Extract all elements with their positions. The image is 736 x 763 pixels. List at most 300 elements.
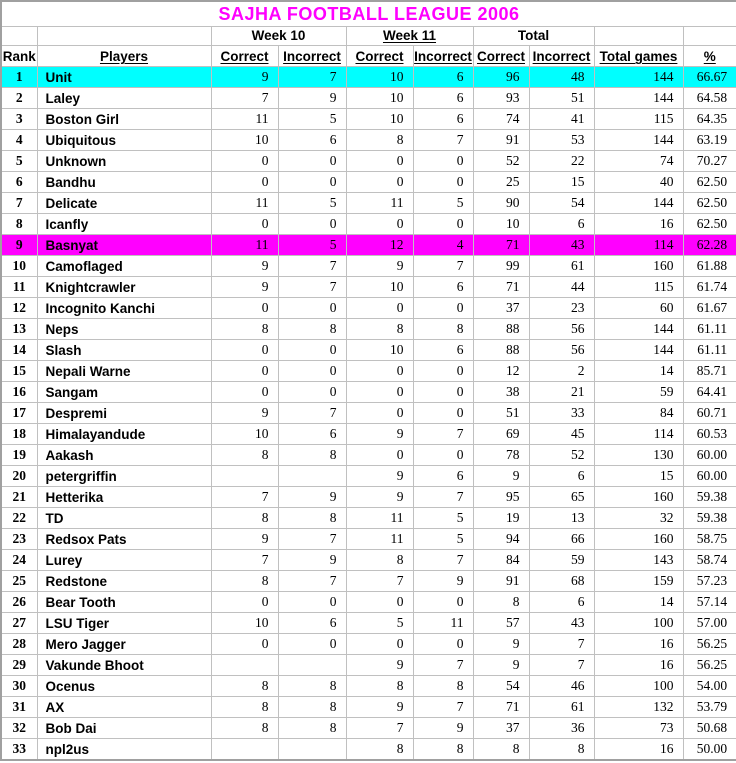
week11-incorrect-cell: 6	[413, 466, 473, 487]
percent-cell: 58.74	[683, 550, 736, 571]
total-games-cell: 100	[594, 676, 683, 697]
table-row	[1, 403, 736, 424]
player-name-cell: Icanfly	[37, 214, 211, 235]
player-name-cell: Himalayandude	[37, 424, 211, 445]
rank-cell: 28	[1, 634, 37, 655]
player-name-cell: AX	[37, 697, 211, 718]
week10-incorrect-cell: 6	[278, 613, 346, 634]
week10-incorrect-cell: 7	[278, 529, 346, 550]
percent-cell: 56.25	[683, 634, 736, 655]
week11-incorrect-cell: 6	[413, 277, 473, 298]
total-correct-cell: 78	[473, 445, 529, 466]
rank-cell: 2	[1, 88, 37, 109]
week10-incorrect-cell: 6	[278, 130, 346, 151]
rank-cell: 17	[1, 403, 37, 424]
week11-correct-cell: 0	[346, 592, 413, 613]
percent-cell: 64.58	[683, 88, 736, 109]
week11-correct-cell: 11	[346, 508, 413, 529]
percent-cell: 66.67	[683, 67, 736, 88]
total-incorrect-cell: 36	[529, 718, 594, 739]
week10-correct-cell: 0	[211, 592, 278, 613]
player-name-cell: Camoflaged	[37, 256, 211, 277]
rank-cell: 25	[1, 571, 37, 592]
rank-cell: 19	[1, 445, 37, 466]
total-games-cell: 16	[594, 634, 683, 655]
week11-incorrect-cell: 0	[413, 214, 473, 235]
total-incorrect-cell: 15	[529, 172, 594, 193]
week10-correct-cell: 0	[211, 634, 278, 655]
rank-cell: 29	[1, 655, 37, 676]
total-incorrect-cell: 56	[529, 319, 594, 340]
percent-cell: 60.00	[683, 445, 736, 466]
week10-correct-cell: 7	[211, 487, 278, 508]
percent-cell: 54.00	[683, 676, 736, 697]
total-games-cell: 15	[594, 466, 683, 487]
week11-incorrect-cell: 5	[413, 529, 473, 550]
player-name-cell: Boston Girl	[37, 109, 211, 130]
week10-incorrect-cell: 8	[278, 508, 346, 529]
table-row	[1, 676, 736, 697]
total-correct-cell: 94	[473, 529, 529, 550]
week11-correct-cell: 8	[346, 130, 413, 151]
total-incorrect-cell: 53	[529, 130, 594, 151]
player-name-cell: Ubiquitous	[37, 130, 211, 151]
week10-correct-cell: 9	[211, 403, 278, 424]
title-row	[1, 1, 736, 27]
week11-correct-cell: 0	[346, 382, 413, 403]
players-group-spacer	[37, 27, 211, 46]
total-incorrect-cell: 44	[529, 277, 594, 298]
week11-correct-cell: 8	[346, 676, 413, 697]
table-row	[1, 298, 736, 319]
rank-cell: 20	[1, 466, 37, 487]
total-games-cell: 59	[594, 382, 683, 403]
week11-correct-cell: 9	[346, 697, 413, 718]
percent-cell: 50.68	[683, 718, 736, 739]
week11-incorrect-cell: 5	[413, 508, 473, 529]
week10-correct-cell: 11	[211, 109, 278, 130]
table-row	[1, 109, 736, 130]
week10-incorrect-cell: 0	[278, 382, 346, 403]
percent-cell: 59.38	[683, 487, 736, 508]
week11-incorrect-cell: 0	[413, 592, 473, 613]
percent-cell: 56.25	[683, 655, 736, 676]
week11-correct-cell: 0	[346, 361, 413, 382]
week10-correct-header: Correct	[211, 46, 278, 67]
week11-correct-cell: 10	[346, 109, 413, 130]
total-games-cell: 144	[594, 193, 683, 214]
week11-incorrect-cell: 7	[413, 130, 473, 151]
week10-correct-cell: 10	[211, 130, 278, 151]
total-games-group-spacer	[594, 27, 683, 46]
total-games-cell: 16	[594, 214, 683, 235]
percent-cell: 59.38	[683, 508, 736, 529]
week10-correct-cell: 8	[211, 319, 278, 340]
week11-correct-cell: 9	[346, 466, 413, 487]
week10-correct-cell	[211, 655, 278, 676]
week11-incorrect-cell: 8	[413, 739, 473, 761]
week10-correct-cell: 7	[211, 88, 278, 109]
week10-correct-cell: 0	[211, 214, 278, 235]
week10-correct-cell: 10	[211, 613, 278, 634]
total-incorrect-cell: 65	[529, 487, 594, 508]
week10-incorrect-cell: 7	[278, 277, 346, 298]
total-correct-cell: 19	[473, 508, 529, 529]
week11-correct-cell: 9	[346, 487, 413, 508]
rank-cell: 26	[1, 592, 37, 613]
total-incorrect-cell: 6	[529, 214, 594, 235]
week11-incorrect-cell: 6	[413, 88, 473, 109]
rank-cell: 24	[1, 550, 37, 571]
table-row	[1, 361, 736, 382]
total-correct-cell: 71	[473, 277, 529, 298]
week11-correct-cell: 12	[346, 235, 413, 256]
table-row	[1, 508, 736, 529]
rank-cell: 11	[1, 277, 37, 298]
total-correct-cell: 95	[473, 487, 529, 508]
total-incorrect-cell: 43	[529, 613, 594, 634]
total-correct-cell: 10	[473, 214, 529, 235]
table-row	[1, 466, 736, 487]
percent-group-spacer	[683, 27, 736, 46]
week10-incorrect-cell: 5	[278, 235, 346, 256]
week11-incorrect-cell: 7	[413, 256, 473, 277]
percent-cell: 53.79	[683, 697, 736, 718]
week11-correct-cell: 0	[346, 151, 413, 172]
total-correct-cell: 91	[473, 571, 529, 592]
percent-cell: 85.71	[683, 361, 736, 382]
rank-cell: 21	[1, 487, 37, 508]
player-name-cell: Bob Dai	[37, 718, 211, 739]
total-incorrect-cell: 46	[529, 676, 594, 697]
rank-cell: 6	[1, 172, 37, 193]
week10-correct-cell: 7	[211, 550, 278, 571]
week10-incorrect-cell: 8	[278, 718, 346, 739]
total-correct-cell: 38	[473, 382, 529, 403]
total-incorrect-cell: 56	[529, 340, 594, 361]
total-games-cell: 84	[594, 403, 683, 424]
week11-correct-cell: 5	[346, 613, 413, 634]
total-correct-cell: 9	[473, 466, 529, 487]
total-correct-cell: 12	[473, 361, 529, 382]
rank-cell: 27	[1, 613, 37, 634]
week10-incorrect-cell: 5	[278, 193, 346, 214]
total-correct-cell: 99	[473, 256, 529, 277]
total-incorrect-cell: 61	[529, 256, 594, 277]
total-incorrect-cell: 54	[529, 193, 594, 214]
week10-incorrect-cell: 0	[278, 172, 346, 193]
total-games-cell: 132	[594, 697, 683, 718]
page-title: SAJHA FOOTBALL LEAGUE 2006	[1, 1, 736, 27]
total-correct-header: Correct	[473, 46, 529, 67]
week11-incorrect-cell: 5	[413, 193, 473, 214]
week10-correct-cell: 0	[211, 382, 278, 403]
total-correct-cell: 90	[473, 193, 529, 214]
week10-incorrect-cell: 0	[278, 340, 346, 361]
total-games-cell: 14	[594, 361, 683, 382]
week10-correct-cell: 10	[211, 424, 278, 445]
table-row	[1, 151, 736, 172]
week10-incorrect-cell	[278, 466, 346, 487]
total-games-cell: 114	[594, 235, 683, 256]
week11-incorrect-cell: 8	[413, 676, 473, 697]
week10-correct-cell: 11	[211, 193, 278, 214]
player-name-cell: npl2us	[37, 739, 211, 761]
table-row	[1, 277, 736, 298]
week11-incorrect-cell: 0	[413, 151, 473, 172]
total-group-header: Total	[473, 27, 594, 46]
week11-correct-cell: 8	[346, 319, 413, 340]
table-row	[1, 88, 736, 109]
rank-cell: 16	[1, 382, 37, 403]
total-correct-cell: 37	[473, 298, 529, 319]
week10-incorrect-cell: 0	[278, 592, 346, 613]
total-correct-cell: 74	[473, 109, 529, 130]
week10-incorrect-cell: 8	[278, 676, 346, 697]
rank-cell: 30	[1, 676, 37, 697]
week11-incorrect-cell: 7	[413, 424, 473, 445]
total-games-header: Total games	[594, 46, 683, 67]
rank-cell: 4	[1, 130, 37, 151]
rank-cell: 9	[1, 235, 37, 256]
total-correct-cell: 9	[473, 634, 529, 655]
week10-correct-cell: 0	[211, 151, 278, 172]
percent-cell: 61.11	[683, 340, 736, 361]
total-correct-cell: 57	[473, 613, 529, 634]
player-name-cell: Nepali Warne	[37, 361, 211, 382]
table-row	[1, 130, 736, 151]
rank-cell: 13	[1, 319, 37, 340]
total-games-cell: 160	[594, 487, 683, 508]
total-incorrect-cell: 61	[529, 697, 594, 718]
total-correct-cell: 69	[473, 424, 529, 445]
table-row	[1, 718, 736, 739]
week10-correct-cell: 8	[211, 697, 278, 718]
week10-incorrect-cell: 5	[278, 109, 346, 130]
week10-incorrect-cell: 8	[278, 697, 346, 718]
percent-cell: 70.27	[683, 151, 736, 172]
table-row	[1, 550, 736, 571]
total-incorrect-cell: 23	[529, 298, 594, 319]
week10-incorrect-cell: 7	[278, 571, 346, 592]
table-row	[1, 739, 736, 761]
total-incorrect-cell: 48	[529, 67, 594, 88]
week10-correct-cell: 9	[211, 256, 278, 277]
rank-cell: 18	[1, 424, 37, 445]
week10-correct-cell: 8	[211, 676, 278, 697]
week11-group-header: Week 11	[346, 27, 473, 46]
total-incorrect-cell: 59	[529, 550, 594, 571]
player-name-cell: Sangam	[37, 382, 211, 403]
table-row	[1, 319, 736, 340]
week10-incorrect-cell	[278, 655, 346, 676]
table-row	[1, 487, 736, 508]
week10-correct-cell: 0	[211, 361, 278, 382]
table-row	[1, 256, 736, 277]
week10-incorrect-cell: 0	[278, 361, 346, 382]
total-correct-cell: 8	[473, 592, 529, 613]
player-name-cell: TD	[37, 508, 211, 529]
week11-correct-cell: 0	[346, 298, 413, 319]
week11-correct-cell: 8	[346, 739, 413, 761]
week11-correct-cell: 7	[346, 571, 413, 592]
total-games-cell: 114	[594, 424, 683, 445]
table-row	[1, 571, 736, 592]
total-correct-cell: 54	[473, 676, 529, 697]
week10-incorrect-cell	[278, 739, 346, 761]
total-games-cell: 100	[594, 613, 683, 634]
percent-cell: 63.19	[683, 130, 736, 151]
week11-incorrect-cell: 7	[413, 487, 473, 508]
week11-incorrect-cell: 6	[413, 340, 473, 361]
week11-incorrect-cell: 0	[413, 382, 473, 403]
rank-header: Rank	[1, 46, 37, 67]
rank-cell: 22	[1, 508, 37, 529]
player-name-cell: Slash	[37, 340, 211, 361]
total-correct-cell: 71	[473, 697, 529, 718]
percent-cell: 61.88	[683, 256, 736, 277]
table-row	[1, 382, 736, 403]
total-correct-cell: 52	[473, 151, 529, 172]
rank-cell: 23	[1, 529, 37, 550]
total-incorrect-cell: 7	[529, 634, 594, 655]
week11-incorrect-cell: 0	[413, 403, 473, 424]
week11-correct-cell: 9	[346, 424, 413, 445]
total-games-cell: 73	[594, 718, 683, 739]
player-name-cell: Bandhu	[37, 172, 211, 193]
total-incorrect-cell: 51	[529, 88, 594, 109]
table-row	[1, 235, 736, 256]
week11-correct-cell: 9	[346, 256, 413, 277]
percent-cell: 57.14	[683, 592, 736, 613]
week10-incorrect-cell: 9	[278, 487, 346, 508]
total-correct-cell: 71	[473, 235, 529, 256]
week11-correct-cell: 10	[346, 340, 413, 361]
week10-correct-cell: 9	[211, 67, 278, 88]
rank-cell: 7	[1, 193, 37, 214]
column-header-row	[1, 46, 736, 67]
percent-cell: 62.50	[683, 193, 736, 214]
week10-correct-cell: 0	[211, 340, 278, 361]
rank-cell: 5	[1, 151, 37, 172]
week10-correct-cell: 0	[211, 172, 278, 193]
week10-incorrect-cell: 9	[278, 550, 346, 571]
player-name-cell: Neps	[37, 319, 211, 340]
player-name-cell: Incognito Kanchi	[37, 298, 211, 319]
table-row	[1, 424, 736, 445]
total-games-cell: 144	[594, 319, 683, 340]
week11-correct-cell: 8	[346, 550, 413, 571]
week10-correct-cell	[211, 739, 278, 761]
percent-cell: 50.00	[683, 739, 736, 761]
total-games-cell: 14	[594, 592, 683, 613]
player-name-cell: Despremi	[37, 403, 211, 424]
week11-incorrect-cell: 9	[413, 571, 473, 592]
week11-incorrect-cell: 7	[413, 697, 473, 718]
total-games-cell: 130	[594, 445, 683, 466]
week11-incorrect-cell: 0	[413, 445, 473, 466]
total-correct-cell: 37	[473, 718, 529, 739]
total-games-cell: 40	[594, 172, 683, 193]
total-games-cell: 160	[594, 256, 683, 277]
percent-cell: 62.50	[683, 214, 736, 235]
week11-correct-cell: 11	[346, 193, 413, 214]
percent-cell: 60.71	[683, 403, 736, 424]
total-incorrect-cell: 33	[529, 403, 594, 424]
table-row	[1, 172, 736, 193]
total-games-cell: 115	[594, 109, 683, 130]
week11-correct-cell: 0	[346, 634, 413, 655]
percent-cell: 61.67	[683, 298, 736, 319]
percent-cell: 62.28	[683, 235, 736, 256]
percent-cell: 57.00	[683, 613, 736, 634]
total-correct-cell: 96	[473, 67, 529, 88]
week10-incorrect-cell: 0	[278, 298, 346, 319]
total-correct-cell: 8	[473, 739, 529, 761]
player-name-cell: Delicate	[37, 193, 211, 214]
percent-cell: 58.75	[683, 529, 736, 550]
week11-correct-cell: 10	[346, 67, 413, 88]
week10-incorrect-cell: 0	[278, 151, 346, 172]
percent-cell: 64.41	[683, 382, 736, 403]
week11-incorrect-cell: 7	[413, 655, 473, 676]
total-incorrect-cell: 8	[529, 739, 594, 761]
percent-cell: 61.74	[683, 277, 736, 298]
player-name-cell: Unit	[37, 67, 211, 88]
total-correct-cell: 25	[473, 172, 529, 193]
player-name-cell: Aakash	[37, 445, 211, 466]
player-name-cell: Unknown	[37, 151, 211, 172]
week10-correct-cell: 8	[211, 445, 278, 466]
player-name-cell: Redsox Pats	[37, 529, 211, 550]
week10-correct-cell: 11	[211, 235, 278, 256]
table-row	[1, 529, 736, 550]
total-incorrect-cell: 66	[529, 529, 594, 550]
player-name-cell: Vakunde Bhoot	[37, 655, 211, 676]
table-row	[1, 445, 736, 466]
table-row	[1, 340, 736, 361]
player-name-cell: Redstone	[37, 571, 211, 592]
week11-correct-header: Correct	[346, 46, 413, 67]
total-games-cell: 144	[594, 88, 683, 109]
week11-incorrect-cell: 6	[413, 67, 473, 88]
player-name-cell: petergriffin	[37, 466, 211, 487]
total-games-cell: 16	[594, 739, 683, 761]
percent-cell: 62.50	[683, 172, 736, 193]
total-correct-cell: 93	[473, 88, 529, 109]
week10-incorrect-cell: 6	[278, 424, 346, 445]
week10-correct-cell: 0	[211, 298, 278, 319]
total-incorrect-cell: 22	[529, 151, 594, 172]
week11-correct-cell: 11	[346, 529, 413, 550]
week11-correct-cell: 10	[346, 277, 413, 298]
rank-cell: 8	[1, 214, 37, 235]
total-incorrect-cell: 52	[529, 445, 594, 466]
week10-correct-cell	[211, 466, 278, 487]
week10-correct-cell: 8	[211, 571, 278, 592]
total-games-cell: 115	[594, 277, 683, 298]
week11-incorrect-cell: 0	[413, 361, 473, 382]
total-incorrect-cell: 43	[529, 235, 594, 256]
week10-group-header: Week 10	[211, 27, 346, 46]
week10-incorrect-cell: 7	[278, 256, 346, 277]
percent-cell: 57.23	[683, 571, 736, 592]
week10-incorrect-cell: 8	[278, 319, 346, 340]
player-name-cell: LSU Tiger	[37, 613, 211, 634]
total-games-cell: 32	[594, 508, 683, 529]
player-name-cell: Basnyat	[37, 235, 211, 256]
player-name-cell: Hetterika	[37, 487, 211, 508]
